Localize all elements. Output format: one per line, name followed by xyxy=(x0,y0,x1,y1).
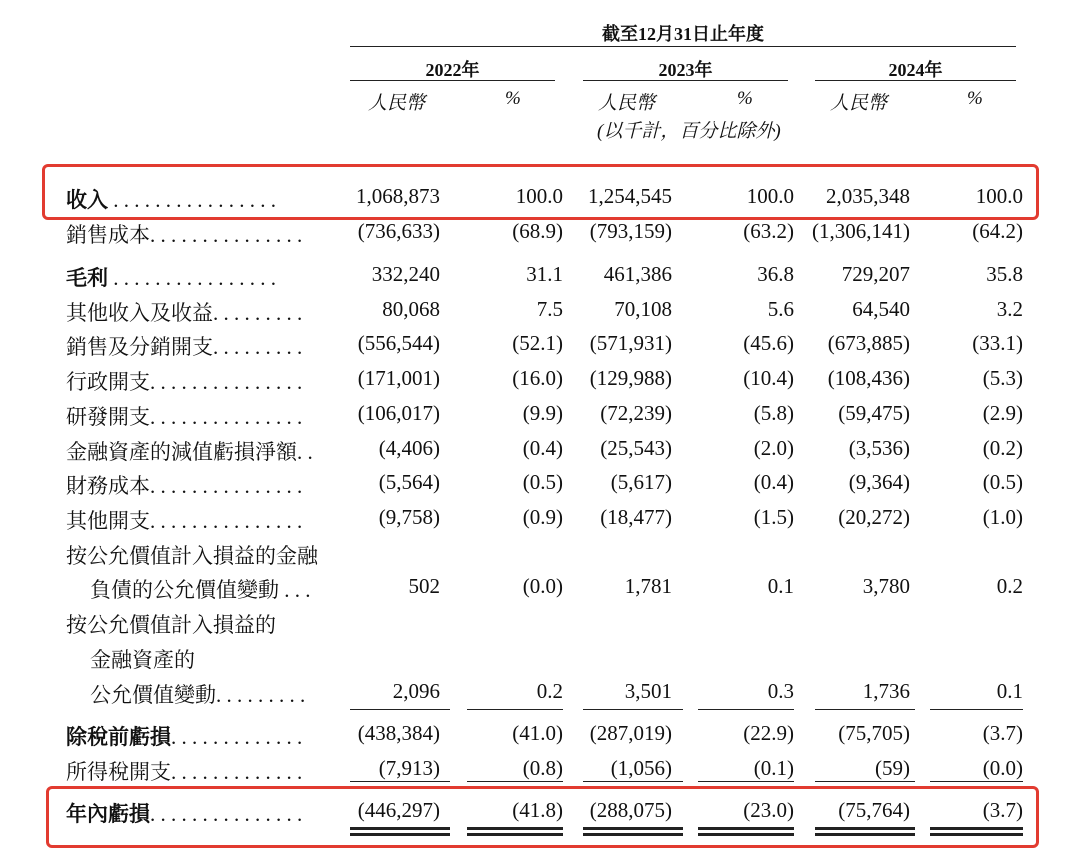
row-value-col3: (72,239) xyxy=(600,401,672,425)
rule-line xyxy=(930,709,1023,710)
unit-2022: 人民幣 xyxy=(368,93,426,114)
row-label-text: 公允價值變動 xyxy=(90,683,216,707)
row-label-text: 負債的公允價值變動 xyxy=(90,578,279,602)
row-value-col1: 502 xyxy=(408,574,440,598)
row-label xyxy=(66,401,328,431)
rule-line xyxy=(815,781,915,782)
year-2022-rule xyxy=(350,80,555,81)
rule-line xyxy=(350,709,450,710)
unit-2024: 人民幣 xyxy=(830,93,888,114)
row-value-col5: (108,436) xyxy=(827,366,910,390)
row-leader-dots: . . . . . . . . . . . . . . . xyxy=(150,223,303,247)
row-label xyxy=(90,679,328,709)
row-value-col6: 3.2 xyxy=(996,297,1023,321)
row-value-col4: (22.9) xyxy=(743,721,794,745)
rule-line xyxy=(815,709,915,710)
row-value-col5: (3,536) xyxy=(848,436,910,460)
row-value-col6: (33.1) xyxy=(972,331,1023,355)
rule-line xyxy=(467,781,563,782)
row-value-col2: (0.4) xyxy=(522,436,563,460)
unit-2023: 人民幣 xyxy=(598,93,656,114)
row-value-col5: 64,540 xyxy=(852,297,910,321)
row-value-col1: 2,096 xyxy=(392,679,440,703)
row-label-text: 其他收入及收益 xyxy=(66,301,213,325)
unit-note: (以千計，百分比除外) xyxy=(597,121,781,142)
row-label xyxy=(66,609,328,639)
row-value-col3: 1,781 xyxy=(624,574,672,598)
row-value-col2: (0.0) xyxy=(522,574,563,598)
row-value-col2: (9.9) xyxy=(522,401,563,425)
row-value-col4: 36.8 xyxy=(757,262,794,286)
row-value-col4: (0.4) xyxy=(753,470,794,494)
row-value-col3: 3,501 xyxy=(624,679,672,703)
row-value-col2: 100.0 xyxy=(515,184,563,208)
row-value-col6: 0.2 xyxy=(996,574,1023,598)
row-value-col1: (5,564) xyxy=(378,470,440,494)
row-value-col2: (0.8) xyxy=(522,756,563,780)
net-loss-highlight-box xyxy=(46,786,1039,848)
row-value-col5: 2,035,348 xyxy=(826,184,910,208)
row-value-col2: (16.0) xyxy=(512,366,563,390)
row-leader-dots: . . . . . . . . . . . . . xyxy=(171,725,303,749)
row-value-col6: (0.2) xyxy=(982,436,1023,460)
row-value-col3: (129,988) xyxy=(589,366,672,390)
row-value-col2: 7.5 xyxy=(536,297,563,321)
row-value-col6: 35.8 xyxy=(986,262,1023,286)
row-value-col6: (3.7) xyxy=(982,721,1023,745)
row-value-col4: (0.1) xyxy=(753,756,794,780)
row-label-text: 按公允價值計入損益的金融 xyxy=(66,544,318,568)
row-label-text: 所得稅開支 xyxy=(66,760,171,784)
row-value-col1: (171,001) xyxy=(357,366,440,390)
row-label-text: 按公允價值計入損益的 xyxy=(66,613,276,637)
row-label xyxy=(66,219,328,249)
row-label xyxy=(66,331,328,361)
row-label xyxy=(90,644,328,674)
row-leader-dots: . . . . . . . . . xyxy=(213,301,303,325)
row-value-col5: (20,272) xyxy=(838,505,910,529)
row-value-col1: 1,068,873 xyxy=(356,184,440,208)
year-2024-header: 2024年 xyxy=(888,60,943,80)
row-value-col5: 729,207 xyxy=(841,262,910,286)
row-value-col4: (1.5) xyxy=(753,505,794,529)
row-value-col2: (41.8) xyxy=(512,798,563,822)
row-label-text: 金融資產的減值虧損淨額 xyxy=(66,440,297,464)
row-label xyxy=(66,262,328,292)
rule-line xyxy=(698,709,794,710)
row-value-col4: (10.4) xyxy=(743,366,794,390)
row-value-col3: 70,108 xyxy=(614,297,672,321)
row-leader-dots: . . . . . . . . . . . . . . . xyxy=(150,802,303,826)
row-value-col1: (446,297) xyxy=(357,798,440,822)
row-label-text: 其他開支 xyxy=(66,509,150,533)
row-leader-dots: . . . xyxy=(279,578,311,602)
pct-2022: % xyxy=(505,88,521,109)
row-label-text: 毛利 xyxy=(66,266,108,290)
row-value-col4: (23.0) xyxy=(743,798,794,822)
row-value-col4: (45.6) xyxy=(743,331,794,355)
row-value-col2: (0.9) xyxy=(522,505,563,529)
rule-line xyxy=(467,709,563,710)
row-value-col6: (5.3) xyxy=(982,366,1023,390)
row-value-col5: (1,306,141) xyxy=(812,219,910,243)
row-label xyxy=(66,756,328,786)
row-label xyxy=(66,297,328,327)
row-value-col4: 100.0 xyxy=(746,184,794,208)
row-value-col3: (287,019) xyxy=(589,721,672,745)
revenue-highlight-box xyxy=(42,164,1039,220)
year-2023-header: 2023年 xyxy=(658,60,713,80)
row-leader-dots: . . . . . . . . . xyxy=(213,335,303,359)
row-value-col3: (571,931) xyxy=(589,331,672,355)
row-value-col3: (1,056) xyxy=(610,756,672,780)
row-value-col4: 0.1 xyxy=(767,574,794,598)
row-leader-dots: . . . . . . . . . xyxy=(216,683,306,707)
row-value-col6: (0.5) xyxy=(982,470,1023,494)
row-value-col1: (9,758) xyxy=(378,505,440,529)
row-leader-dots: . . . . . . . . . . . . . . . . xyxy=(108,266,276,290)
row-value-col5: 3,780 xyxy=(862,574,910,598)
row-value-col1: (4,406) xyxy=(378,436,440,460)
row-value-col4: (63.2) xyxy=(743,219,794,243)
row-label xyxy=(66,540,328,570)
row-value-col5: (75,705) xyxy=(838,721,910,745)
row-label-text: 除稅前虧損 xyxy=(66,725,171,749)
row-value-col3: (288,075) xyxy=(589,798,672,822)
year-2022-header: 2022年 xyxy=(425,60,480,80)
row-label xyxy=(66,721,328,751)
row-value-col1: (438,384) xyxy=(357,721,440,745)
rule-line xyxy=(930,781,1023,782)
row-value-col5: (59,475) xyxy=(838,401,910,425)
header-rule xyxy=(350,46,1016,47)
row-value-col2: 0.2 xyxy=(536,679,563,703)
row-label-text: 財務成本 xyxy=(66,474,150,498)
row-value-col4: 0.3 xyxy=(767,679,794,703)
row-value-col3: (793,159) xyxy=(589,219,672,243)
row-value-col6: (2.9) xyxy=(982,401,1023,425)
pct-2024: % xyxy=(967,88,983,109)
row-label xyxy=(66,470,328,500)
row-label xyxy=(66,505,328,535)
row-value-col3: (5,617) xyxy=(610,470,672,494)
year-2024-rule xyxy=(815,80,1016,81)
rule-line xyxy=(350,781,450,782)
row-value-col3: (18,477) xyxy=(600,505,672,529)
row-value-col1: (736,633) xyxy=(357,219,440,243)
row-value-col3: 1,254,545 xyxy=(588,184,672,208)
year-2023-rule xyxy=(583,80,788,81)
row-value-col6: (0.0) xyxy=(982,756,1023,780)
row-value-col5: 1,736 xyxy=(862,679,910,703)
row-value-col2: (68.9) xyxy=(512,219,563,243)
row-value-col6: 0.1 xyxy=(996,679,1023,703)
row-leader-dots: . . . . . . . . . . . . . . . . xyxy=(108,188,276,212)
row-value-col3: (25,543) xyxy=(600,436,672,460)
row-leader-dots: . . . . . . . . . . . . . . . xyxy=(150,509,303,533)
row-value-col5: (75,764) xyxy=(838,798,910,822)
row-value-col6: (1.0) xyxy=(982,505,1023,529)
row-label xyxy=(66,436,328,466)
row-value-col1: (7,913) xyxy=(378,756,440,780)
period-header: 截至12月31日止年度 xyxy=(602,24,764,44)
row-leader-dots: . . . . . . . . . . . . . xyxy=(171,760,303,784)
row-value-col2: 31.1 xyxy=(526,262,563,286)
row-value-col5: (673,885) xyxy=(827,331,910,355)
row-leader-dots: . . . . . . . . . . . . . . . xyxy=(150,370,303,394)
row-value-col6: 100.0 xyxy=(975,184,1023,208)
row-value-col6: (64.2) xyxy=(972,219,1023,243)
row-label-text: 年內虧損 xyxy=(66,802,150,826)
pct-2023: % xyxy=(737,88,753,109)
row-leader-dots: . . . . . . . . . . . . . . . xyxy=(150,474,303,498)
row-value-col1: (106,017) xyxy=(357,401,440,425)
row-label-text: 金融資產的 xyxy=(90,648,195,672)
row-leader-dots: . . xyxy=(297,440,313,464)
row-label-text: 銷售及分銷開支 xyxy=(66,335,213,359)
row-value-col4: 5.6 xyxy=(767,297,794,321)
row-value-col1: (556,544) xyxy=(357,331,440,355)
row-value-col4: (2.0) xyxy=(753,436,794,460)
row-value-col3: 461,386 xyxy=(603,262,672,286)
row-label-text: 收入 xyxy=(66,188,108,212)
row-value-col6: (3.7) xyxy=(982,798,1023,822)
row-label xyxy=(90,574,328,604)
row-value-col2: (41.0) xyxy=(512,721,563,745)
row-value-col5: (59) xyxy=(875,756,910,780)
row-label-text: 行政開支 xyxy=(66,370,150,394)
rule-line xyxy=(583,781,683,782)
row-value-col1: 80,068 xyxy=(382,297,440,321)
rule-line xyxy=(583,709,683,710)
row-value-col2: (0.5) xyxy=(522,470,563,494)
rule-line xyxy=(698,781,794,782)
row-value-col2: (52.1) xyxy=(512,331,563,355)
row-label xyxy=(66,366,328,396)
row-value-col4: (5.8) xyxy=(753,401,794,425)
row-label-text: 研發開支 xyxy=(66,405,150,429)
row-value-col1: 332,240 xyxy=(371,262,440,286)
row-value-col5: (9,364) xyxy=(848,470,910,494)
row-label-text: 銷售成本 xyxy=(66,223,150,247)
row-leader-dots: . . . . . . . . . . . . . . . xyxy=(150,405,303,429)
